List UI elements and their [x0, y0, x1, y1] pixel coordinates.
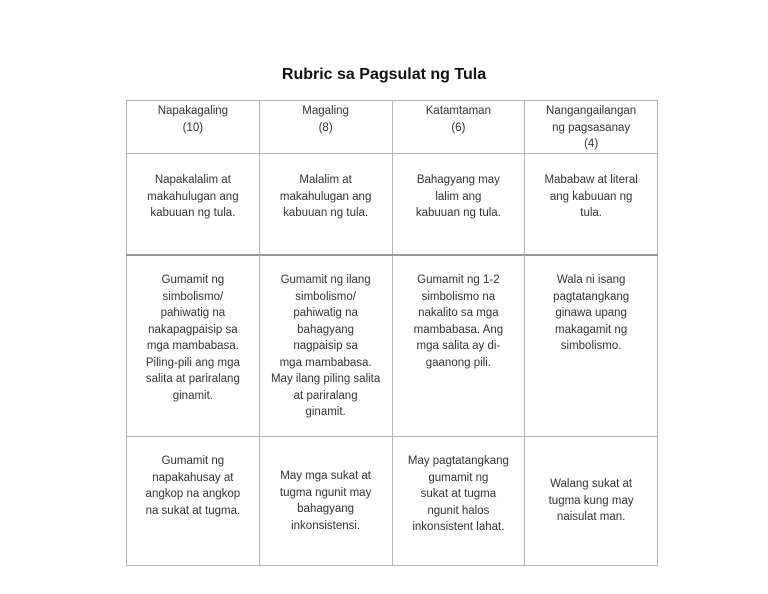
header-napakagaling: Napakagaling (10): [127, 101, 260, 154]
table-cell: Walang sukat at tugma kung may naisulat man.: [525, 437, 658, 566]
table-cell: Gumamit ng napakahusay at angkop na angkop na sukat at tugma.: [127, 437, 260, 566]
table-cell: Gumamit ng 1-2 simbolismo na nakalito sa mga mambabasa. Ang mga salita ay di- gaanong pili.: [392, 255, 525, 437]
table-row: [127, 437, 658, 566]
table-cell: Bahagyang may lalim ang kabuuan ng tula.: [392, 154, 525, 256]
table-cell: May pagtatangkang gumamit ng sukat at tugma ngunit halos inkonsistent lahat.: [392, 437, 525, 566]
table-row: [127, 255, 658, 437]
table-cell: Wala ni isang pagtatangkang ginawa upang makagamit ng simbolismo.: [525, 255, 658, 437]
page-title: Rubric sa Pagsulat ng Tula: [281, 66, 487, 83]
table-cell: Napakalalim at makahulugan ang kabuuan ng tula.: [127, 154, 260, 256]
table-header-row: [127, 101, 658, 154]
table-cell: Gumamit ng ilang simbolismo/ pahiwatig na bahagyang nagpaisip sa mga mambabasa. May ilang piling salita at pariralang ginamit.: [259, 255, 392, 437]
table-row: [127, 154, 658, 256]
table-cell: Gumamit ng simbolismo/ pahiwatig na nakapagpaisip sa mga mambabasa. Piling-pili ang mga salita at pariralang ginamit.: [127, 255, 260, 437]
header-magaling: Magaling (8): [259, 101, 392, 154]
table-cell: Mababaw at literal ang kabuuan ng tula.: [525, 154, 658, 256]
rubric-table: [126, 100, 658, 566]
table-cell: May mga sukat at tugma ngunit may bahagyang inkonsistensi.: [259, 437, 392, 566]
table-cell: Malalim at makahulugan ang kabuuan ng tula.: [259, 154, 392, 256]
header-katamtaman: Katamtaman (6): [392, 101, 525, 154]
header-nangangailangan: Nangangailangan ng pagsasanay (4): [525, 101, 658, 154]
